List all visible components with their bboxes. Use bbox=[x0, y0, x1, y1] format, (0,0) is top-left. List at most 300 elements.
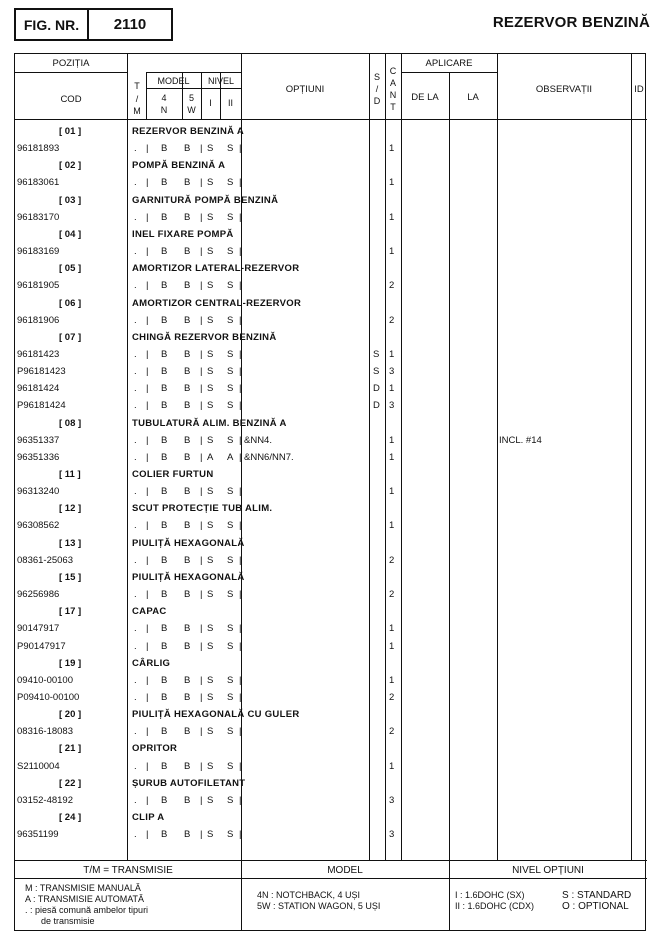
part-code: 96181906 bbox=[17, 314, 60, 326]
model-4n-flag: B bbox=[161, 829, 168, 841]
transmission-flag: . bbox=[134, 829, 137, 841]
transmission-flag: . bbox=[134, 726, 137, 738]
section-title: PIULIȚĂ HEXAGONALĂ bbox=[132, 537, 245, 549]
cell-separator: | bbox=[239, 246, 242, 258]
footer-tm-line: M : TRANSMISIE MANUALĂ bbox=[25, 883, 141, 893]
model-5w-flag: B bbox=[184, 383, 191, 395]
cell-separator: | bbox=[200, 691, 203, 703]
cell-separator: | bbox=[239, 589, 242, 601]
section-number: [ 22 ] bbox=[59, 777, 82, 789]
level-i-flag: S bbox=[207, 691, 214, 703]
quantity: 1 bbox=[389, 674, 395, 686]
cell-separator: | bbox=[200, 760, 203, 772]
cell-separator: | bbox=[200, 794, 203, 806]
cell-separator: | bbox=[146, 143, 149, 155]
cell-separator: | bbox=[146, 640, 149, 652]
cell-separator: | bbox=[239, 143, 242, 155]
model-5w-flag: B bbox=[184, 143, 191, 155]
cell-separator: | bbox=[200, 554, 203, 566]
part-code: S2110004 bbox=[17, 760, 60, 772]
footer-model-header: MODEL bbox=[327, 865, 363, 876]
col-divider bbox=[127, 54, 128, 860]
part-code: 96181423 bbox=[17, 348, 60, 360]
cell-separator: | bbox=[200, 674, 203, 686]
header-tm-slash: / bbox=[135, 94, 139, 104]
level-i-flag: S bbox=[207, 348, 214, 360]
part-code: P90147917 bbox=[17, 640, 66, 652]
row-divider bbox=[146, 88, 241, 89]
cell-separator: | bbox=[200, 211, 203, 223]
cell-separator: | bbox=[239, 623, 242, 635]
cell-separator: | bbox=[200, 726, 203, 738]
section-number: [ 06 ] bbox=[59, 297, 82, 309]
header-nivel: NIVEL bbox=[207, 76, 234, 86]
header-cod: COD bbox=[60, 94, 82, 105]
section-number: [ 01 ] bbox=[59, 126, 82, 137]
model-5w-flag: B bbox=[184, 520, 191, 532]
level-i-flag: S bbox=[207, 674, 214, 686]
cell-separator: | bbox=[239, 691, 242, 703]
level-i-flag: S bbox=[207, 486, 214, 498]
model-4n-flag: B bbox=[161, 400, 168, 412]
quantity: 3 bbox=[389, 829, 395, 841]
cell-separator: | bbox=[146, 829, 149, 841]
level-i-flag: S bbox=[207, 434, 214, 446]
section-title: PIULIȚĂ HEXAGONALĂ bbox=[132, 571, 245, 583]
part-code: 96313240 bbox=[17, 486, 60, 498]
section-title: PIULIȚĂ HEXAGONALĂ CU GULER bbox=[132, 709, 300, 721]
transmission-flag: . bbox=[134, 623, 137, 635]
col-divider bbox=[631, 54, 632, 860]
footer-header-line bbox=[15, 878, 647, 879]
level-i-flag: S bbox=[207, 829, 214, 841]
header-model-w: W bbox=[187, 105, 196, 115]
header-tm-m: M bbox=[133, 106, 141, 116]
cell-separator: | bbox=[200, 280, 203, 292]
level-ii-flag: S bbox=[227, 640, 234, 652]
footer-top-line bbox=[15, 860, 647, 861]
cell-separator: | bbox=[239, 554, 242, 566]
option-code: &NN4. bbox=[244, 434, 272, 446]
quantity: 1 bbox=[389, 211, 395, 223]
level-ii-flag: S bbox=[227, 691, 234, 703]
level-ii-flag: S bbox=[227, 520, 234, 532]
level-ii-flag: S bbox=[227, 623, 234, 635]
parts-table bbox=[14, 53, 646, 931]
level-ii-flag: S bbox=[227, 280, 234, 292]
quantity: 2 bbox=[389, 589, 395, 601]
level-ii-flag: S bbox=[227, 434, 234, 446]
header-cant-c: C bbox=[389, 66, 397, 76]
model-5w-flag: B bbox=[184, 829, 191, 841]
model-5w-flag: B bbox=[184, 246, 191, 258]
cell-separator: | bbox=[146, 674, 149, 686]
model-4n-flag: B bbox=[161, 177, 168, 189]
section-number: [ 11 ] bbox=[59, 469, 81, 480]
cell-separator: | bbox=[239, 177, 242, 189]
col-divider bbox=[449, 72, 450, 860]
header-cant-t: T bbox=[390, 102, 396, 112]
level-ii-flag: S bbox=[227, 554, 234, 566]
level-i-flag: S bbox=[207, 366, 214, 378]
part-code: 96256986 bbox=[17, 589, 60, 601]
quantity: 2 bbox=[389, 314, 395, 326]
part-code: P96181424 bbox=[17, 400, 66, 412]
level-i-flag: S bbox=[207, 520, 214, 532]
cell-separator: | bbox=[239, 348, 242, 360]
model-5w-flag: B bbox=[184, 589, 191, 601]
part-code: 08316-18083 bbox=[17, 726, 73, 738]
figure-number-box bbox=[14, 8, 173, 41]
cell-separator: | bbox=[146, 589, 149, 601]
cell-separator: | bbox=[146, 348, 149, 360]
row-divider bbox=[146, 72, 241, 73]
model-4n-flag: B bbox=[161, 623, 168, 635]
header-la: LA bbox=[467, 92, 479, 103]
cell-separator: | bbox=[239, 434, 242, 446]
cell-separator: | bbox=[146, 794, 149, 806]
section-number: [ 19 ] bbox=[59, 657, 82, 669]
quantity: 2 bbox=[389, 691, 395, 703]
model-4n-flag: B bbox=[161, 143, 168, 155]
model-4n-flag: B bbox=[161, 348, 168, 360]
model-5w-flag: B bbox=[184, 760, 191, 772]
quantity: 1 bbox=[389, 760, 395, 772]
section-title: TUBULATURĂ ALIM. BENZINĂ A bbox=[132, 417, 287, 429]
level-ii-flag: S bbox=[227, 143, 234, 155]
model-4n-flag: B bbox=[161, 280, 168, 292]
model-4n-flag: B bbox=[161, 554, 168, 566]
cell-separator: | bbox=[239, 280, 242, 292]
model-4n-flag: B bbox=[161, 383, 168, 395]
section-title: REZERVOR BENZINĂ A bbox=[132, 126, 245, 137]
option-code: &NN6/NN7. bbox=[244, 451, 294, 463]
quantity: 1 bbox=[389, 434, 395, 446]
level-i-flag: S bbox=[207, 554, 214, 566]
header-model-n: N bbox=[160, 105, 168, 115]
quantity: 1 bbox=[389, 520, 395, 532]
model-4n-flag: B bbox=[161, 486, 168, 498]
header-nivel-ii: II bbox=[227, 98, 233, 108]
part-code: 09410-00100 bbox=[17, 674, 73, 686]
quantity: 1 bbox=[389, 177, 395, 189]
transmission-flag: . bbox=[134, 691, 137, 703]
model-4n-flag: B bbox=[161, 520, 168, 532]
level-ii-flag: S bbox=[227, 726, 234, 738]
part-code: 96351199 bbox=[17, 829, 59, 841]
section-number: [ 13 ] bbox=[59, 537, 82, 549]
footer-nivel-code: O : OPTIONAL bbox=[562, 901, 629, 912]
model-5w-flag: B bbox=[184, 726, 191, 738]
level-ii-flag: S bbox=[227, 366, 234, 378]
model-4n-flag: B bbox=[161, 211, 168, 223]
model-5w-flag: B bbox=[184, 177, 191, 189]
level-i-flag: S bbox=[207, 726, 214, 738]
transmission-flag: . bbox=[134, 486, 137, 498]
section-number: [ 21 ] bbox=[59, 743, 82, 755]
row-divider bbox=[401, 72, 497, 73]
cell-separator: | bbox=[146, 691, 149, 703]
quantity: 1 bbox=[389, 640, 395, 652]
transmission-flag: . bbox=[134, 451, 137, 463]
header-pozitia: POZIȚIA bbox=[52, 58, 90, 69]
part-code: 96183169 bbox=[17, 246, 60, 258]
level-ii-flag: S bbox=[227, 314, 234, 326]
section-title: OPRITOR bbox=[132, 743, 178, 755]
footer-tm-line: A : TRANSMISIE AUTOMATĂ bbox=[25, 894, 145, 904]
model-5w-flag: B bbox=[184, 400, 191, 412]
section-number: [ 15 ] bbox=[59, 571, 82, 583]
model-5w-flag: B bbox=[184, 434, 191, 446]
footer-tm-line: de transmisie bbox=[41, 916, 95, 926]
level-i-flag: S bbox=[207, 314, 214, 326]
level-i-flag: S bbox=[207, 211, 214, 223]
cell-separator: | bbox=[200, 383, 203, 395]
cell-separator: | bbox=[200, 246, 203, 258]
quantity: 3 bbox=[389, 366, 395, 378]
part-code: 96181424 bbox=[17, 383, 60, 395]
part-code: P09410-00100 bbox=[17, 691, 80, 703]
cell-separator: | bbox=[146, 280, 149, 292]
part-code: 90147917 bbox=[17, 623, 60, 635]
quantity: 2 bbox=[389, 726, 395, 738]
cell-separator: | bbox=[146, 400, 149, 412]
observation: INCL. #14 bbox=[499, 434, 542, 446]
header-bottom-line bbox=[15, 119, 647, 120]
header-sd-s: S bbox=[373, 72, 380, 82]
section-title: INEL FIXARE POMPĂ bbox=[132, 228, 234, 240]
part-code: 96183061 bbox=[17, 177, 60, 189]
transmission-flag: . bbox=[134, 520, 137, 532]
level-ii-flag: S bbox=[227, 400, 234, 412]
section-number: [ 08 ] bbox=[59, 417, 82, 429]
cell-separator: | bbox=[200, 486, 203, 498]
level-ii-flag: S bbox=[227, 794, 234, 806]
figure-number: 2110 bbox=[113, 16, 147, 33]
model-4n-flag: B bbox=[161, 366, 168, 378]
header-sd-d: D bbox=[373, 96, 381, 106]
side-flag: D bbox=[373, 400, 380, 412]
level-i-flag: S bbox=[207, 143, 214, 155]
cell-separator: | bbox=[146, 486, 149, 498]
header-model-5: 5 bbox=[188, 93, 194, 103]
transmission-flag: . bbox=[134, 554, 137, 566]
section-title: CLIP A bbox=[132, 812, 165, 823]
header-model: MODEL bbox=[157, 76, 190, 86]
col-divider bbox=[401, 54, 402, 860]
cell-separator: | bbox=[146, 434, 149, 446]
page-title: REZERVOR BENZINĂ bbox=[492, 14, 650, 31]
model-4n-flag: B bbox=[161, 434, 168, 446]
transmission-flag: . bbox=[134, 177, 137, 189]
cell-separator: | bbox=[200, 451, 203, 463]
cell-separator: | bbox=[239, 383, 242, 395]
header-aplicare: APLICARE bbox=[425, 58, 473, 69]
part-code: 96308562 bbox=[17, 520, 60, 532]
level-i-flag: S bbox=[207, 760, 214, 772]
transmission-flag: . bbox=[134, 348, 137, 360]
section-title: GARNITURĂ POMPĂ BENZINĂ bbox=[132, 194, 279, 206]
quantity: 2 bbox=[389, 280, 395, 292]
header-model-4: 4 bbox=[161, 93, 167, 103]
cell-separator: | bbox=[200, 366, 203, 378]
level-ii-flag: S bbox=[227, 674, 234, 686]
level-i-flag: S bbox=[207, 246, 214, 258]
cell-separator: | bbox=[146, 451, 149, 463]
model-5w-flag: B bbox=[184, 554, 191, 566]
level-i-flag: S bbox=[207, 383, 214, 395]
transmission-flag: . bbox=[134, 640, 137, 652]
cell-separator: | bbox=[239, 726, 242, 738]
transmission-flag: . bbox=[134, 366, 137, 378]
cell-separator: | bbox=[239, 451, 242, 463]
model-4n-flag: B bbox=[161, 726, 168, 738]
cell-separator: | bbox=[200, 348, 203, 360]
section-number: [ 04 ] bbox=[59, 228, 82, 240]
section-title: SCUT PROTECȚIE TUB ALIM. bbox=[132, 503, 273, 515]
level-ii-flag: S bbox=[227, 829, 234, 841]
cell-separator: | bbox=[200, 829, 203, 841]
section-title: ȘURUB AUTOFILETANT bbox=[132, 777, 246, 789]
quantity: 3 bbox=[389, 794, 395, 806]
cell-separator: | bbox=[146, 726, 149, 738]
side-flag: S bbox=[373, 348, 380, 360]
cell-separator: | bbox=[239, 794, 242, 806]
header-de-la: DE LA bbox=[411, 92, 439, 103]
figure-label: FIG. NR. bbox=[16, 10, 89, 39]
cell-separator: | bbox=[200, 314, 203, 326]
transmission-flag: . bbox=[134, 760, 137, 772]
part-code: P96181423 bbox=[17, 366, 66, 378]
cell-separator: | bbox=[146, 177, 149, 189]
model-4n-flag: B bbox=[161, 760, 168, 772]
cell-separator: | bbox=[239, 760, 242, 772]
section-number: [ 17 ] bbox=[59, 606, 82, 618]
cell-separator: | bbox=[200, 640, 203, 652]
cell-separator: | bbox=[200, 520, 203, 532]
col-divider bbox=[385, 54, 386, 860]
cell-separator: | bbox=[146, 554, 149, 566]
model-5w-flag: B bbox=[184, 366, 191, 378]
footer-tm-line: . : piesă comună ambelor tipuri bbox=[25, 905, 149, 915]
row-divider bbox=[15, 72, 127, 73]
cell-separator: | bbox=[239, 400, 242, 412]
header-cant-n: N bbox=[389, 90, 397, 100]
level-ii-flag: S bbox=[227, 486, 234, 498]
model-5w-flag: B bbox=[184, 280, 191, 292]
cell-separator: | bbox=[239, 486, 242, 498]
quantity: 2 bbox=[389, 554, 395, 566]
model-5w-flag: B bbox=[184, 623, 191, 635]
section-number: [ 05 ] bbox=[59, 263, 82, 275]
part-code: 03152-48192 bbox=[17, 794, 73, 806]
cell-separator: | bbox=[200, 434, 203, 446]
part-code: 96181893 bbox=[17, 143, 60, 155]
header-nivel-i: I bbox=[209, 98, 212, 108]
model-4n-flag: B bbox=[161, 451, 168, 463]
section-title: CÂRLIG bbox=[132, 657, 171, 669]
level-ii-flag: S bbox=[227, 348, 234, 360]
transmission-flag: . bbox=[134, 589, 137, 601]
level-ii-flag: S bbox=[227, 211, 234, 223]
model-5w-flag: B bbox=[184, 451, 191, 463]
transmission-flag: . bbox=[134, 314, 137, 326]
transmission-flag: . bbox=[134, 794, 137, 806]
part-code: 96183170 bbox=[17, 211, 60, 223]
footer-model-line: 4N : NOTCHBACK, 4 UȘI bbox=[257, 890, 361, 900]
level-i-flag: S bbox=[207, 623, 214, 635]
part-code: 96351336 bbox=[17, 451, 60, 463]
model-4n-flag: B bbox=[161, 314, 168, 326]
transmission-flag: . bbox=[134, 280, 137, 292]
cell-separator: | bbox=[239, 520, 242, 532]
cell-separator: | bbox=[200, 177, 203, 189]
quantity: 1 bbox=[389, 451, 395, 463]
section-number: [ 24 ] bbox=[59, 812, 82, 823]
level-i-flag: S bbox=[207, 794, 214, 806]
cell-separator: | bbox=[239, 674, 242, 686]
footer-model-line: 5W : STATION WAGON, 5 UȘI bbox=[257, 901, 381, 911]
transmission-flag: . bbox=[134, 211, 137, 223]
col-divider bbox=[369, 54, 370, 860]
header-cant-a: A bbox=[389, 78, 396, 88]
model-4n-flag: B bbox=[161, 691, 168, 703]
transmission-flag: . bbox=[134, 434, 137, 446]
cell-separator: | bbox=[146, 211, 149, 223]
side-flag: S bbox=[373, 366, 380, 378]
model-5w-flag: B bbox=[184, 314, 191, 326]
cell-separator: | bbox=[200, 623, 203, 635]
model-5w-flag: B bbox=[184, 640, 191, 652]
model-5w-flag: B bbox=[184, 794, 191, 806]
quantity: 3 bbox=[389, 400, 395, 412]
cell-separator: | bbox=[146, 623, 149, 635]
transmission-flag: . bbox=[134, 674, 137, 686]
level-i-flag: S bbox=[207, 400, 214, 412]
cell-separator: | bbox=[239, 314, 242, 326]
footer-nivel-header: NIVEL OPȚIUNI bbox=[512, 865, 584, 876]
transmission-flag: . bbox=[134, 246, 137, 258]
level-ii-flag: S bbox=[227, 383, 234, 395]
cell-separator: | bbox=[239, 640, 242, 652]
model-4n-flag: B bbox=[161, 246, 168, 258]
side-flag: D bbox=[373, 383, 380, 395]
footer-nivel-code: S : STANDARD bbox=[562, 890, 632, 901]
cell-separator: | bbox=[146, 760, 149, 772]
model-4n-flag: B bbox=[161, 589, 168, 601]
quantity: 1 bbox=[389, 623, 395, 635]
footer-nivel-line: I : 1.6DOHC (SX) bbox=[455, 890, 525, 900]
header-optiuni: OPȚIUNI bbox=[285, 84, 325, 95]
level-ii-flag: A bbox=[227, 451, 234, 463]
level-ii-flag: S bbox=[227, 589, 234, 601]
cell-separator: | bbox=[239, 211, 242, 223]
transmission-flag: . bbox=[134, 143, 137, 155]
level-ii-flag: S bbox=[227, 246, 234, 258]
level-i-flag: S bbox=[207, 177, 214, 189]
quantity: 1 bbox=[389, 486, 395, 498]
part-code: 96351337 bbox=[17, 434, 60, 446]
quantity: 1 bbox=[389, 246, 395, 258]
cell-separator: | bbox=[146, 383, 149, 395]
cell-separator: | bbox=[239, 366, 242, 378]
model-4n-flag: B bbox=[161, 674, 168, 686]
transmission-flag: . bbox=[134, 400, 137, 412]
cell-separator: | bbox=[200, 589, 203, 601]
section-title: COLIER FURTUN bbox=[132, 469, 214, 480]
model-4n-flag: B bbox=[161, 794, 168, 806]
quantity: 1 bbox=[389, 143, 395, 155]
